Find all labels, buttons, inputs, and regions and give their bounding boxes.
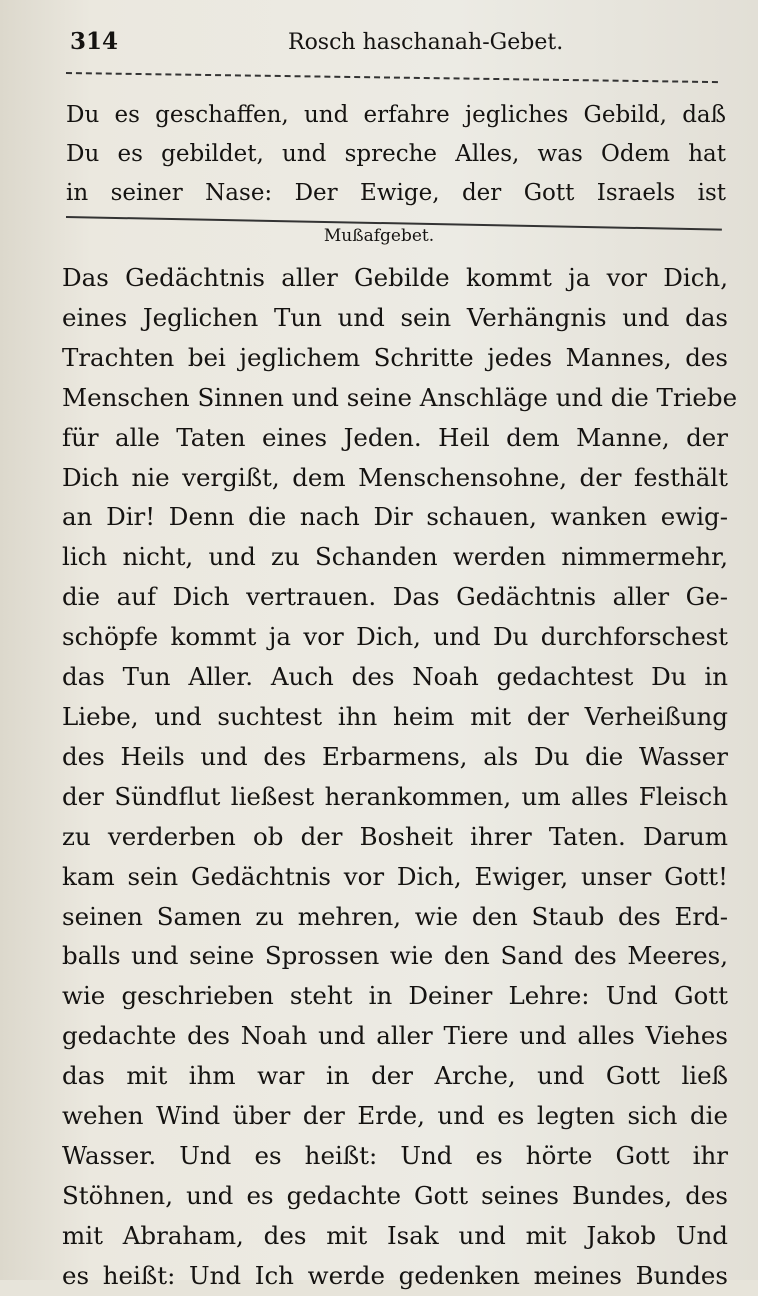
text-line: lich nicht, und zu Schanden werden nimmermehr, [62,542,728,572]
text-line: mit Abraham, des mit Isak und mit Jakob Und [62,1220,728,1250]
body-paragraph [62,258,738,1296]
text-line: balls und seine Sprossen wie den Sand des Meeres, [62,941,728,971]
page-header [70,28,720,62]
text-line: eines Jeglichen Tun und sein Verhängnis und das [62,302,728,332]
text-line: zu verderben ob der Bosheit ihrer Taten. Darum [62,821,728,851]
text-line: kam sein Gedächtnis vor Dich, Ewiger, unser Gott! [62,861,728,891]
text-line: Trachten bei jeglichem Schritte jedes Mannes, des [62,342,728,372]
text-line: wehen Wind über der Erde, und es legten sich die [62,1101,728,1131]
section-heading: Mußafgebet. [323,226,435,246]
text-line: Liebe, und suchtest ihn heim mit der Verheißung [62,701,728,731]
text-line: der Sündflut ließest herankommen, um alles Fleisch [62,781,728,811]
text-line: es heißt: Und Ich werde gedenken meines Bundes [62,1260,728,1290]
header-rule [66,72,718,83]
carryover-passage [66,96,726,213]
text-line: in seiner Nase: Der Ewige, der Gott Israels ist [66,180,726,206]
text-line: an Dir! Denn die nach Dir schauen, wanken ewig- [62,502,728,532]
text-line: Du es geschaffen, und erfahre jegliches Gebild, daß [66,102,726,128]
text-line: schöpfe kommt ja vor Dich, und Du durchforschest [62,622,728,652]
text-line: die auf Dich vertrauen. Das Gedächtnis aller Ge- [62,582,728,612]
text-line: des Heils und des Erbarmens, als Du die Wasser [62,741,728,771]
text-line: Du es gebildet, und spreche Alles, was Odem hat [66,141,726,167]
text-line: das Tun Aller. Auch des Noah gedachtest Du in [62,662,728,692]
page-number: 314 [70,28,119,55]
text-line: gedachte des Noah und aller Tiere und alles Viehes [62,1021,728,1051]
text-line: wie geschrieben steht in Deiner Lehre: Und Gott [62,981,728,1011]
text-line: Das Gedächtnis aller Gebilde kommt ja vor Dich, [62,263,728,292]
text-line: Stöhnen, und es gedachte Gott seines Bundes, des [62,1180,728,1210]
text-line: seinen Samen zu mehren, wie den Staub des Erd- [62,901,728,931]
text-line: Dich nie vergißt, dem Menschensohne, der festhält [62,462,728,492]
text-line: Menschen Sinnen und seine Anschläge und die Triebe [62,382,738,412]
text-line: für alle Taten eines Jeden. Heil dem Manne, der [62,422,728,452]
text-line: Wasser. Und es heißt: Und es hörte Gott ihr [62,1140,728,1170]
text-line: das mit ihm war in der Arche, und Gott ließ [62,1061,728,1091]
running-title: Rosch haschanah-Gebet. [288,30,564,55]
